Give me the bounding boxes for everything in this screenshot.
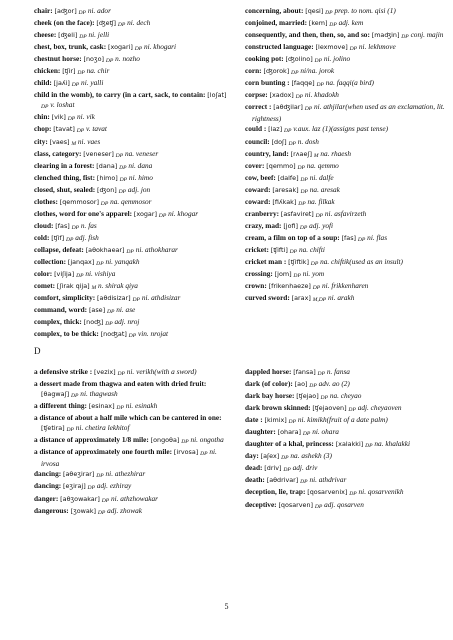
dictionary-entry: chop: [tavat] DP v. tavat xyxy=(34,124,107,135)
dictionary-entry: cold: [ʧif] DP adj. fish xyxy=(34,232,99,243)
dictionary-entry: deception, lie, trap: [qosarvenix] DP ni. qosarvenikh xyxy=(245,487,404,498)
dictionary-entry: cranberry: [asfaviret] DP ni. asfavirzeth xyxy=(245,208,367,219)
page-number: 5 xyxy=(224,602,229,611)
dictionary-entry: cricket man : [ʧiftik] DP na. chiftik(used as an insult) xyxy=(245,256,403,267)
dictionary-entry: a distance of approximately one fourth mile: [irvosa] DP ni. irvosa xyxy=(34,447,217,469)
dictionary-entry: corpse: [xadox] DP ni. khadokh xyxy=(245,90,339,101)
c-right-column xyxy=(245,6,445,305)
dictionary-entry: cover: [qemmo] DP na. qemmo xyxy=(245,160,339,171)
dictionary-entry: crazy, mad: [jofi] DP adj. yofi xyxy=(245,220,334,231)
dictionary-entry: clothes, word for one's apparel: [xogar] DP ni. khogar xyxy=(34,208,199,219)
dictionary-entry: dead: [driv] DP adj. driv xyxy=(245,463,318,474)
dictionary-entry: country, land: [rʌaeʃ] M na. rhaesh xyxy=(245,148,352,159)
dictionary-entry: council: [doʃ] DP n. dosh xyxy=(245,136,319,147)
dictionary-entry: city: [vaes] M ni. vaes xyxy=(34,136,101,147)
dictionary-entry: curved sword: [arax] M,DP ni. arakh xyxy=(245,293,355,304)
dictionary-entry: dark bay horse: [ʧejao] DP na. cheyao xyxy=(245,391,362,402)
dictionary-entry: dappled horse: [fansa] DP n. fansa xyxy=(245,367,350,377)
dictionary-entry: a different thing: [esinax] DP ni. esinakh xyxy=(34,401,158,412)
dictionary-entry: chestnut horse: [noʒo] DP n. nozho xyxy=(34,54,140,65)
dictionary-entry: closed, shut, sealed: [ʤon] DP adj. jon xyxy=(34,184,151,195)
dictionary-entry: a defensive strike : [vezix] DP ni. verikh(with a sword) xyxy=(34,367,197,377)
dictionary-entry: dangerous: [ʒowak] DP adj. zhowak xyxy=(34,505,143,516)
dictionary-entry: death: [aθdrivar] DP ni. athdrivar xyxy=(245,475,347,486)
dictionary-entry: corn: [ʤorok] DP ni/na. jorok xyxy=(245,66,335,77)
dictionary-entry: correct : [aθʤilar] DP ni. athjilar(when used as an exclamation, lit. rightness) xyxy=(245,102,445,124)
d-left-column xyxy=(34,367,234,518)
dictionary-entry: concerning, about: [qesi] DP prep. to nom. qisi (1) xyxy=(245,6,396,16)
dictionary-entry: child: [jaʎi] DP ni. yalli xyxy=(34,78,104,89)
dictionary-entry: clearing in a forest: [dana] DP ni. dana xyxy=(34,160,153,171)
dictionary-entry: constructed language: [lexmove] DP ni. lekhmove xyxy=(245,42,396,53)
dictionary-entry: collection: [janqax] DP ni. yanqakh xyxy=(34,256,140,267)
dictionary-entry: dancing: [aθeʒirar] DP ni. athezhirar xyxy=(34,469,146,480)
dictionary-entry: a distance of about a half mile which can be cantered in one: [ʧetira] DP ni. chetira lekhitof xyxy=(34,413,222,434)
dictionary-entry: coward: [aresak] DP na. aresak xyxy=(245,184,340,195)
dictionary-entry: cream, a film on top of a soup: [fas] DP ni. flas xyxy=(245,232,388,243)
dictionary-entry: chest, box, trunk, cask: [xogari] DP ni. khogari xyxy=(34,42,177,53)
dictionary-entry: conjoined, married: [kem] DP adj. kem xyxy=(245,18,364,29)
dictionary-entry: color: [viʃija] DP ni. vishiya xyxy=(34,269,116,280)
dictionary-entry: cheek (on the face): [ʤeʧ] DP ni. dech xyxy=(34,18,151,29)
dictionary-entry: complex, to be thick: [noʤat] DP vin. nrojat xyxy=(34,329,169,340)
dictionary-entry: crown: [frikenhaeze] DP ni. frikkenharen xyxy=(245,281,369,292)
dictionary-entry: dancing: [eʒiraj] DP adj. ezhiray xyxy=(34,481,132,492)
dictionary-entry: daughter of a khal, princess: [xalakki] DP na. khalakki xyxy=(245,439,411,450)
section-heading-d: D xyxy=(34,346,41,356)
dictionary-entry: cloud: [fas] DP n. fas xyxy=(34,220,97,231)
dictionary-entry: consequently, and then, then, so, and so: [maʤin] DP conj. majin xyxy=(245,30,444,41)
dictionary-entry: coward: [fiʎkak] DP na. filkak xyxy=(245,196,335,207)
dictionary-entry: dark brown skinned: [ʧejaoven] DP adj. cheyaoven xyxy=(245,403,402,414)
dictionary-entry: class, category: [veneser] DP na. veneser xyxy=(34,148,159,159)
dictionary-entry: danger: [aθʒowakar] DP ni. athzhowakar xyxy=(34,493,159,504)
dictionary-entry: comfort, simplicity: [aθdisizar] DP ni. athdisizar xyxy=(34,293,181,304)
dictionary-entry: collapse, defeat: [aθokhaear] DP ni. athokharar xyxy=(34,244,178,255)
dictionary-entry: chicken: [ʧir] DP na. chir xyxy=(34,66,110,77)
dictionary-entry: chair: [aʤor] DP ni. ador xyxy=(34,6,111,16)
dictionary-entry: cricket: [ʧifti] DP na. chifti xyxy=(245,244,325,255)
dictionary-entry: child in the womb), to carry (in a cart, sack, to contain: [loʃat] DP v. loshat xyxy=(34,90,227,111)
dictionary-entry: dark (of color): [ao] DP adv. ao (2) xyxy=(245,379,350,390)
dictionary-entry: clenched thing, fist: [himo] DP ni. himo xyxy=(34,172,153,183)
dictionary-entry: cooking pot: [ʤolino] DP ni. jolino xyxy=(245,54,351,65)
dictionary-entry: comet: [ʃirak qija] M n. shirak qiya xyxy=(34,281,138,292)
dictionary-entry: cow, beef: [dalfe] DP ni. dalfe xyxy=(245,172,334,183)
dictionary-entry: chin: [vik] DP ni. vik xyxy=(34,112,95,123)
dictionary-entry: a dessert made from thagwa and eaten with dried fruit: [θagwaʃ] DP ni. thagwash xyxy=(34,379,207,400)
dictionary-entry: corn bunting : [faqqe] DP na. faqqi(a bird) xyxy=(245,78,374,89)
dictionary-entry: complex, thick: [noʤ] DP adj. nroj xyxy=(34,317,140,328)
dictionary-entry: day: [aʃex] DP na. ashekh (3) xyxy=(245,451,332,462)
c-left-column xyxy=(34,6,234,341)
dictionary-entry: cheese: [ʤeli] DP ni. jelli xyxy=(34,30,110,41)
dictionary-entry: clothes: [qemmosor] DP na. qemmosor xyxy=(34,196,152,207)
dictionary-entry: command, word: [ase] DP ni. ase xyxy=(34,305,136,316)
dictionary-entry: deceptive: [qosarven] DP adj. qosarven xyxy=(245,499,364,510)
dictionary-entry: daughter: [ohara] DP ni. ohara xyxy=(245,427,339,438)
d-right-column xyxy=(245,367,445,512)
dictionary-entry: crossing: [jom] DP ni. yom xyxy=(245,269,325,280)
dictionary-entry: date : [kimix] DP ni. kimikh(fruit of a date palm) xyxy=(245,415,388,426)
dictionary-entry: could : [laz] DP v.aux. laz (1)(assigns past tense) xyxy=(245,124,389,135)
dictionary-entry: a distance of approximately 1/8 mile: [ongoθa] DP ni. ongotha xyxy=(34,435,224,446)
